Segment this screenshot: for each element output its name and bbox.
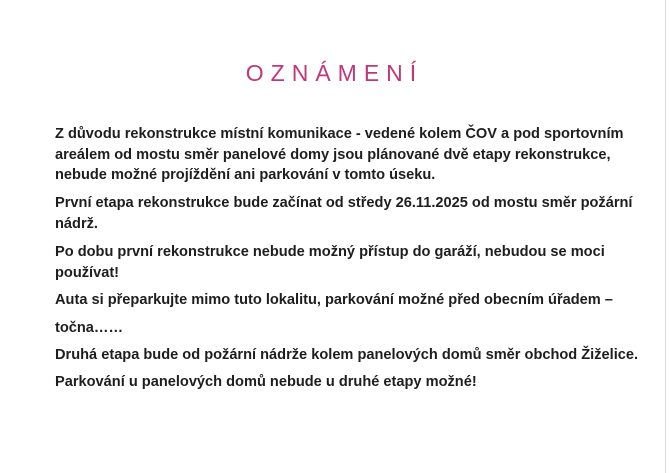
paragraph-reconstruction-intro xyxy=(55,124,655,186)
paragraph-parking-second-stage xyxy=(55,372,655,393)
paragraph-line: areálem od mostu směr panelové domy jsou plánované dvě etapy rekonstrukce, xyxy=(55,146,611,163)
paragraph-line: Parkování u panelových domů nebude u druhé etapy možné! xyxy=(55,374,477,390)
paragraph-line: Druhá etapa bude od požární nádrže kolem panelových domů směr obchod Žiželice. xyxy=(55,347,639,363)
paragraph-line: Z důvodu rekonstrukce místní komunikace - vedené kolem ČOV a pod sportovním xyxy=(55,126,624,142)
paragraph-reparking xyxy=(55,290,655,311)
paragraph-first-stage xyxy=(55,193,655,234)
paragraph-line: točna…… xyxy=(55,320,124,336)
paragraph-line: Auta si přeparkujte mimo tuto lokalitu, parkování možné před obecním úřadem – xyxy=(55,292,613,308)
paragraph-garage-access xyxy=(55,242,655,283)
paragraph-tocna xyxy=(55,318,655,339)
paragraph-line: nebude možné projíždění ani parkování v tomto úseku. xyxy=(55,167,436,183)
paragraph-line: používat! xyxy=(55,264,120,281)
paragraph-line: Po dobu první rekonstrukce nebude možný přístup do garáží, nebudou se moci xyxy=(55,244,605,260)
paragraph-line: První etapa rekonstrukce bude začínat od středy 26.11.2025 od mostu směr požární xyxy=(55,195,633,211)
paragraph-line: nádrž. xyxy=(55,215,98,232)
notice-title: OZNÁMENÍ xyxy=(245,60,424,86)
paragraph-second-stage xyxy=(55,345,655,366)
